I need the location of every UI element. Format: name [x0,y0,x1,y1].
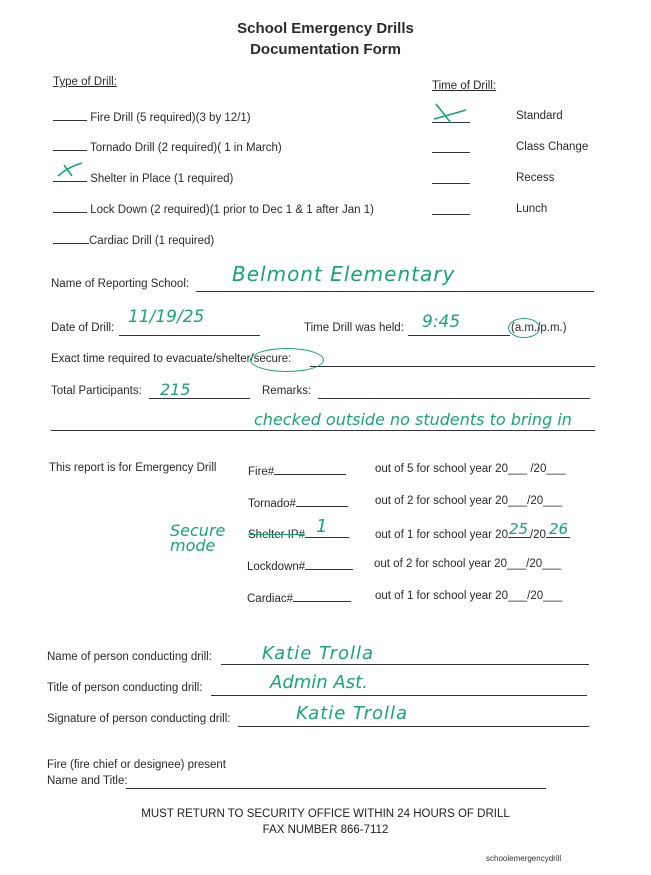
cardiac-drill-checkbox[interactable] [53,232,89,244]
report-row-cardiac [247,590,351,605]
participants-value: 215 [160,380,191,399]
cardiac-year-text: out of 1 for school year 20___/20___ [375,590,563,602]
secure-mode-annotation: Secure mode [170,521,226,555]
lockdown-count-field[interactable] [305,558,353,570]
conductor-title-field[interactable] [211,695,587,696]
shelter-count-label: Shelter IP# [248,529,305,541]
fire-year-text: out of 5 for school year 20___ /20___ [375,463,566,475]
conductor-title-value: Admin Ast. [270,672,368,693]
exact-time-label: Exact time required to evacuate/shelter/secure: [51,353,292,365]
shelter-count-value: 1 [316,516,328,537]
time-option-lunch: Lunch [516,203,548,215]
conductor-name-value: Katie Trolla [262,643,375,664]
time-option-class-change: Class Change [516,141,589,153]
time-option-recess: Recess [516,172,555,184]
time-held-label: Time Drill was held: [304,322,404,334]
return-notice: MUST RETURN TO SECURITY OFFICE WITHIN 24 HOURS OF DRILL [141,808,510,820]
secure-circle-mark [250,348,324,372]
remarks-field[interactable] [318,398,590,399]
report-label: This report is for Emergency Drill [49,462,217,474]
lockdown-drill-checkbox[interactable] [53,201,87,213]
cardiac-drill-label: Cardiac Drill (1 required) [89,235,215,247]
tornado-count-label: Tornado# [248,498,296,510]
tornado-year-text: out of 2 for school year 20___/20___ [375,495,563,507]
shelter-drill-label: Shelter in Place (1 required) [90,173,234,185]
drill-option-cardiac[interactable] [53,232,214,247]
fire-official-name-label: Name and Title: [47,775,128,787]
conductor-name-label: Name of person conducting drill: [47,651,212,663]
signature-value: Katie Trolla [296,703,409,724]
time-held-field[interactable] [408,335,510,336]
report-row-shelter [248,526,349,541]
report-row-lockdown [247,558,353,573]
fire-count-field[interactable] [274,463,346,475]
drill-option-fire[interactable] [53,109,251,124]
cardiac-count-field[interactable] [293,590,351,602]
shelter-year-text [375,520,570,541]
x-mark-icon [56,161,86,177]
shelter-year-from-field[interactable] [508,520,530,538]
time-option-standard: Standard [516,110,563,122]
shelter-year-to-field[interactable] [546,520,570,538]
time-held-value: 9:45 [422,312,461,332]
shelter-year-from-value: 25 [508,520,529,538]
x-mark-icon [433,103,469,123]
type-of-drill-label: Type of Drill: [53,76,117,88]
remarks-field-line-2[interactable] [51,430,595,431]
fire-drill-checkbox[interactable] [53,109,87,121]
signature-label: Signature of person conducting drill: [47,713,231,725]
shelter-year-to-value: 26 [548,520,569,538]
cardiac-count-label: Cardiac# [247,593,294,605]
tornado-drill-label: Tornado Drill (2 required)( 1 in March) [90,142,282,154]
tornado-count-field[interactable] [296,495,348,507]
remarks-value: checked outside no students to bring in [254,410,572,429]
participants-label: Total Participants: [51,385,142,397]
school-name-value: Belmont Elementary [232,262,456,286]
lockdown-year-text: out of 2 for school year 20___/20___ [374,558,562,570]
school-name-label: Name of Reporting School: [51,278,190,290]
lockdown-count-label: Lockdown# [247,561,306,573]
date-label: Date of Drill: [51,322,115,334]
fax-number: FAX NUMBER 866-7112 [262,824,389,836]
shelter-out-of: out of 1 for school year 20 [375,529,508,541]
conductor-name-field[interactable] [221,664,589,665]
report-row-tornado [248,495,348,510]
conductor-title-label: Title of person conducting drill: [47,682,203,694]
remarks-label: Remarks: [262,385,312,397]
time-of-drill-label: Time of Drill: [432,80,497,92]
fire-drill-label: Fire Drill (5 required)(3 by 12/1) [90,112,251,124]
drill-option-tornado[interactable] [53,139,282,154]
date-field[interactable] [119,335,260,336]
ampm-label: (a.m./p.m.) [511,322,567,334]
tornado-drill-checkbox[interactable] [53,139,87,151]
fire-official-field[interactable] [126,788,546,789]
class-change-checkbox[interactable] [432,152,470,153]
report-row-fire [248,463,346,478]
drill-option-lockdown[interactable] [53,201,374,216]
signature-field[interactable] [238,726,589,727]
form-id: schoolemergencydrill [486,854,562,863]
form-subtitle: Documentation Form [250,41,401,58]
exact-time-field[interactable] [310,366,595,367]
fire-official-label: Fire (fire chief or designee) present [47,759,226,771]
form-title: School Emergency Drills [237,20,414,37]
recess-checkbox[interactable] [432,183,470,184]
date-value: 11/19/25 [128,307,205,327]
lockdown-drill-label: Lock Down (2 required)(1 prior to Dec 1 & 1 after Jan 1) [90,204,374,216]
lunch-checkbox[interactable] [432,214,470,215]
school-name-field[interactable] [196,291,594,292]
fire-count-label: Fire# [248,466,275,478]
shelter-year-mid: /20 [529,529,546,541]
am-circle-mark [508,318,540,338]
